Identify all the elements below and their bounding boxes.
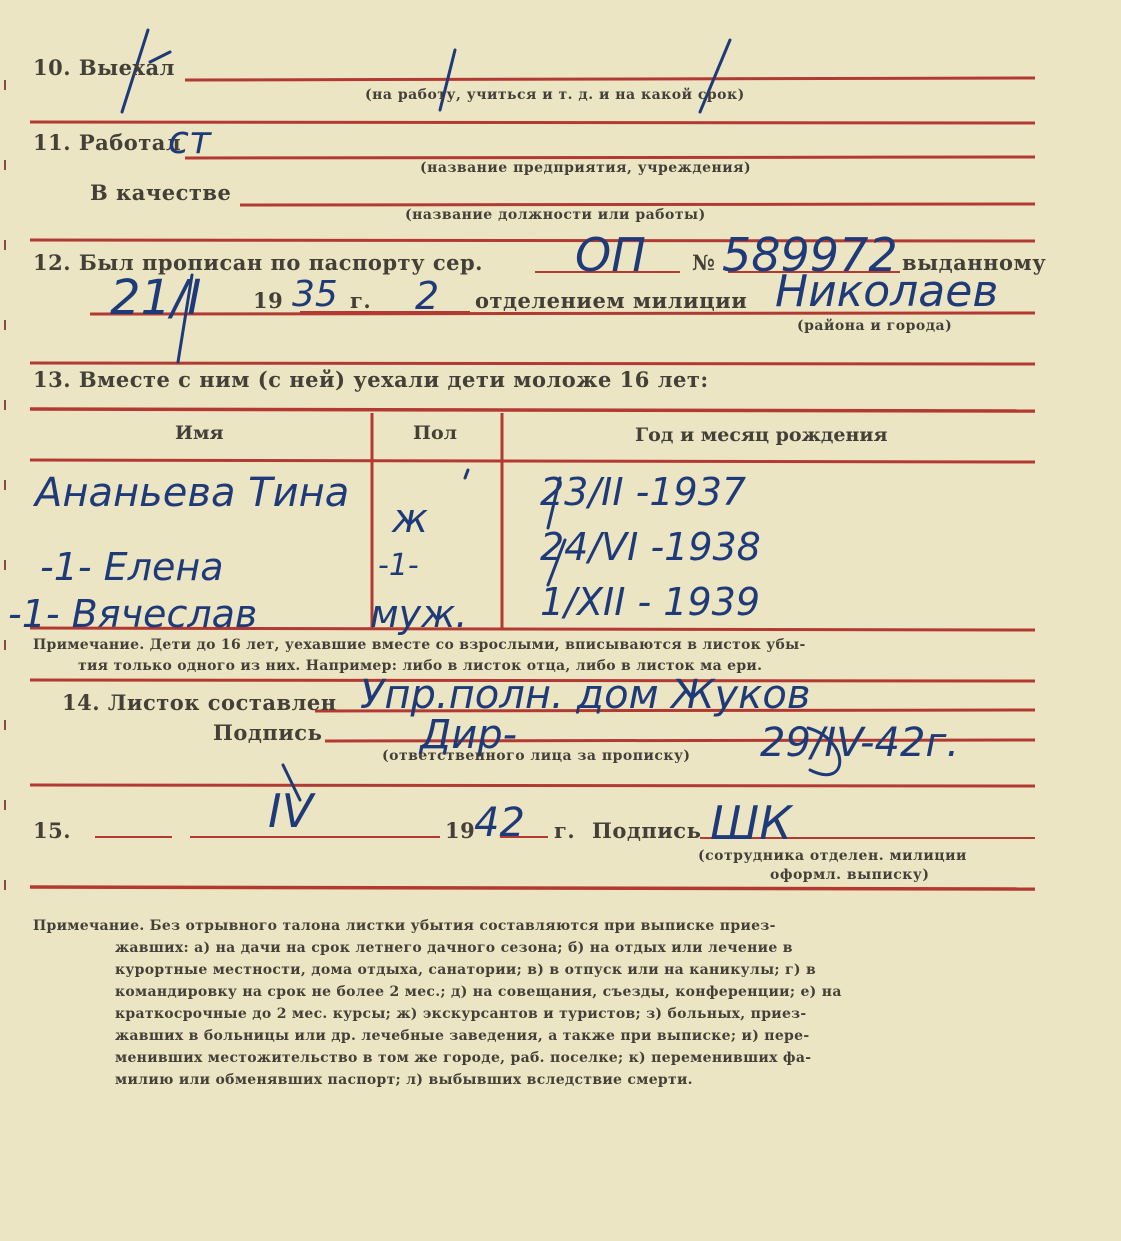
city: Николаев — [775, 266, 999, 317]
child-2-name: -1- Елена — [40, 545, 224, 589]
militia-department: 2 — [415, 274, 440, 318]
field-10-caption: (на работу, учиться и т. д. и на какой срок) — [365, 87, 745, 103]
field-12-caption: (района и города) — [797, 318, 953, 334]
passport-number: 589972 — [722, 228, 898, 282]
note-2-line-2: жавших: а) на дачи на срок летнего дачного сезона; б) на отдых или лечение в — [115, 940, 793, 956]
field-14-handwritten: Упр.полн. дом Жуков — [360, 672, 811, 718]
field-15-year-suffix: г. — [554, 818, 576, 843]
field-11-label: 11. Работал — [33, 130, 182, 155]
note-1-line-2: тия только одного из них. Например: либо в листок отца, либо в листок ма ери. — [78, 658, 763, 674]
issue-year-digits: 35 — [292, 274, 338, 315]
field-14-sign-label: Подпись — [213, 720, 323, 745]
field-15-caption-2: оформл. выписку) — [770, 867, 930, 883]
child-3-sex: муж. — [370, 592, 468, 636]
note-2-line-1: Примечание. Без отрывного талона листки убытия составляются при выписке приез- — [33, 918, 776, 934]
note-2-line-8: милию или обменявших паспорт; л) выбывших вследствие смерти. — [115, 1072, 693, 1088]
child-2-birth: 24/VI -1938 — [540, 525, 761, 569]
note-2-line-4: командировку на срок не более 2 мес.; д) на совещания, съезды, конференции; е) на — [115, 984, 842, 1000]
table-header-sex: Пол — [413, 422, 458, 444]
child-1-sex: ж — [392, 496, 429, 542]
field-12-year-prefix: 19 — [253, 288, 284, 313]
field-15-signature: ШК — [710, 796, 792, 850]
note-2-line-5: краткосрочные до 2 мес. курсы; ж) экскурсантов и туристов; з) больных, приез- — [115, 1006, 807, 1022]
field-15-label: 15. — [33, 818, 72, 843]
field-12-year-suffix: г. — [350, 288, 372, 313]
field-12-number-sign: № — [692, 250, 716, 275]
table-header-birth: Год и месяц рождения — [635, 424, 888, 446]
field-14-signature: Дир- — [420, 712, 518, 758]
field-12-militia: отделением милиции — [475, 288, 748, 313]
field-15-year-prefix: 19 — [445, 818, 476, 843]
field-11b-caption: (название должности или работы) — [405, 207, 706, 223]
note-1-line-1: Примечание. Дети до 16 лет, уехавшие вместе со взрослыми, вписываются в листок убы- — [33, 637, 806, 653]
passport-series: ОП — [575, 228, 646, 282]
child-3-birth: 1/XII - 1939 — [540, 580, 761, 624]
field-15-year-digits: 42 — [474, 800, 525, 846]
field-12-label: 12. Был прописан по паспорту сер. — [33, 250, 483, 275]
note-2-line-7: менивших местожительство в том же городе, раб. поселке; к) переменивших фа- — [115, 1050, 812, 1066]
field-10-label: 10. Выехал — [33, 55, 175, 80]
child-1-name: Ананьева Тина — [35, 470, 350, 516]
child-1-birth: 23/II -1937 — [540, 470, 747, 514]
child-3-name: -1- Вячеслав — [8, 592, 258, 636]
child-2-sex: -1- — [378, 548, 419, 583]
note-2-line-3: курортные местности, дома отдыха, санатории; в) в отпуск или на каникулы; г) в — [115, 962, 817, 978]
field-11b-label: В качестве — [90, 180, 232, 205]
field-14-label: 14. Листок составлен — [62, 690, 337, 715]
field-12-issued: выданному — [902, 250, 1047, 275]
note-2-line-6: жавших в больницы или др. лечебные заведения, а также при выписке; и) пере- — [115, 1028, 810, 1044]
field-11-handwritten: ст — [168, 118, 212, 162]
field-11-caption: (название предприятия, учреждения) — [420, 160, 752, 176]
field-15-day-month: IV — [268, 784, 314, 838]
field-14-caption: (ответственного лица за прописку) — [382, 748, 691, 764]
field-14-date: 29/IV-42г. — [760, 720, 960, 766]
field-13-label: 13. Вместе с ним (с ней) уехали дети моложе 16 лет: — [33, 367, 709, 392]
field-15-caption-1: (сотрудника отделен. милиции — [698, 848, 967, 864]
issue-date: 21/I — [110, 270, 202, 326]
field-15-sign-label: Подпись — [592, 818, 702, 843]
table-header-name: Имя — [175, 422, 224, 444]
